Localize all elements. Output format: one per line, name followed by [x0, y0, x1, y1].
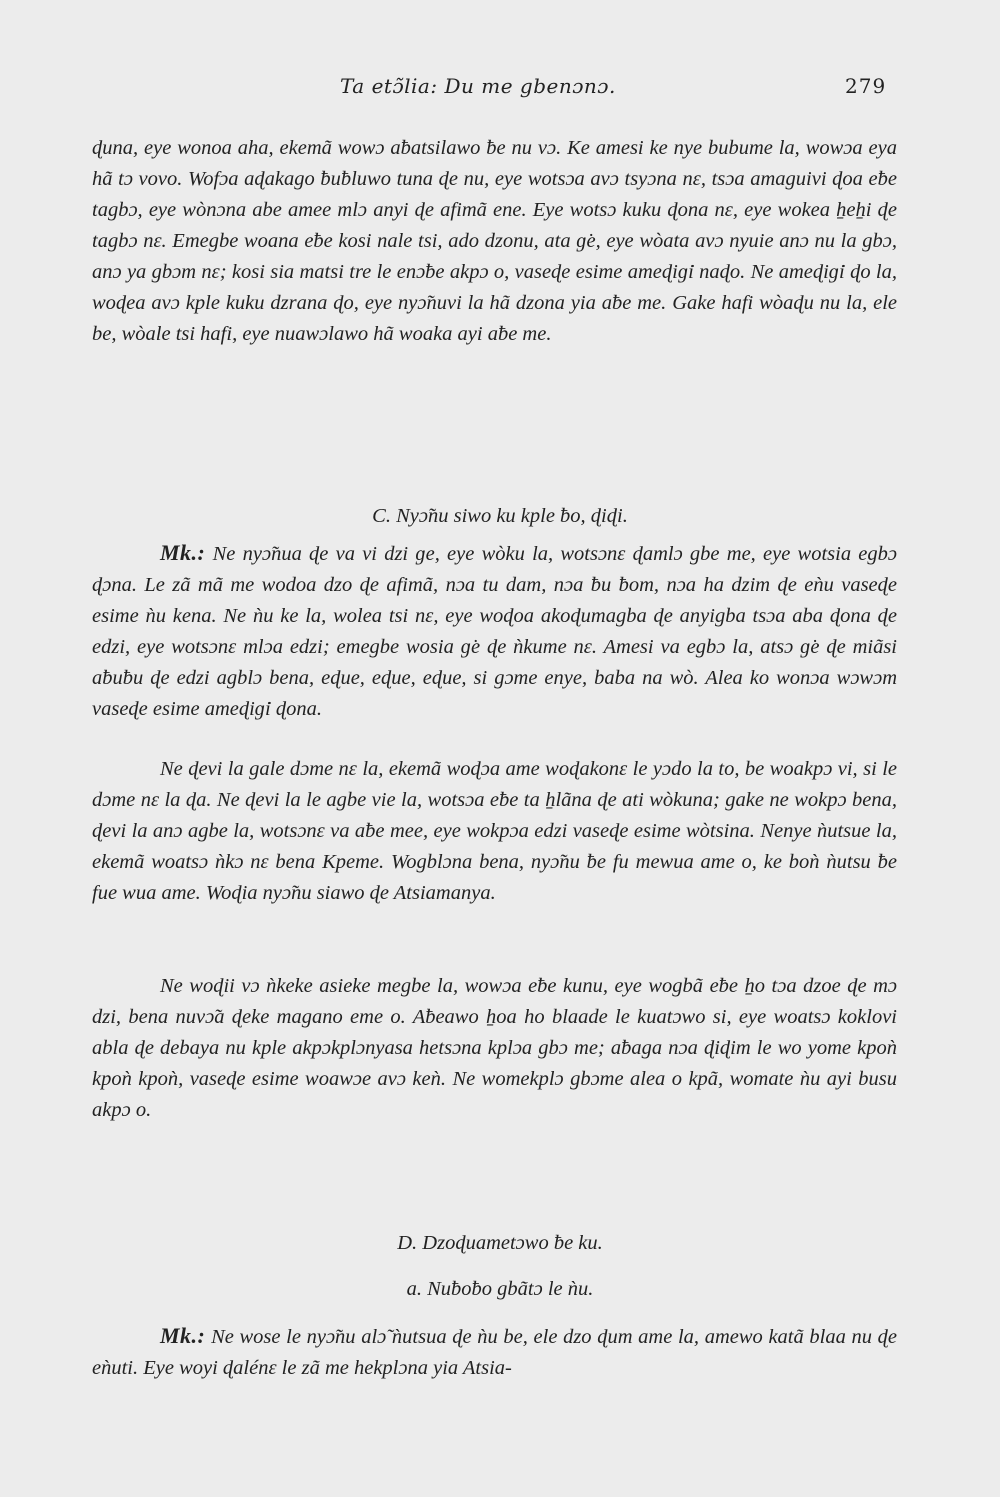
section-c-body-2 [92, 754, 897, 909]
section-b-continuation [92, 133, 897, 350]
speaker-label: Mk.: [160, 1323, 206, 1348]
running-title: Ta etɔ̃lia: Du me gbenɔnɔ. [340, 74, 616, 98]
paragraph-text: Ne nyɔ̃nua ɖe va vi dzi ɡe, eye wòku la, wotsɔnɛ ɖamlɔ gbe me, eye wotsia egbɔ ɖɔna. Le zã mã me wodoa dzo ɖe afimã, nɔa tu dam, nɔa ƀu ƀom, nɔa ha dzim ɖe eǹu vaseɖe esime ǹu kena. Ne ǹu ke la, wolea tsi nɛ, eye woɖoa akoɖumagba ɖe anyigba tsɔa aba ɖona ɖe edzi, eye wotsɔnɛ mlɔa edzi; emegbe wosia ɡ̇e ɖe ǹkume nɛ. Amesi va egbɔ la, atsɔ ɡ̇e ɖe miãsi aƀuƀu ɖe edzi agblɔ bena, eɖue, eɖue, eɖue, si gɔme enye, baba na wò. Alea ko wonɔa wɔwɔm vaseɖe esime ameɖiɡ̇i ɖona. [92, 543, 897, 720]
section-c-body-3 [92, 971, 897, 1126]
paragraph: Ne ɖevi la gale dɔme nɛ la, ekemã woɖɔa ame woɖakonɛ le yɔdo la to, be woakpɔ vi, si le dɔme nɛ la ɖa. Ne ɖevi la le agbe vie la, wotsɔa eƀe ta ẖlãna ɖe ati wòkuna; gake ne wokpɔ bena, ɖevi la anɔ agbe la, wotsɔnɛ va aƀe mee, eye wokpɔa edzi vaseɖe esime wòtsina. Nenye ǹutsue la, ekemã woatsɔ ǹkɔ nɛ bena Kpeme. Wogblɔna bena, nyɔ̃nu ƀe fu mewua ame o, ke boǹ ǹutsu ƀe fue wua ame. Woɖia nyɔ̃nu siawo ɖe Atsiamanya. [92, 758, 897, 904]
paragraph [92, 537, 897, 725]
paragraph [92, 1320, 897, 1384]
section-d-body [92, 1320, 897, 1384]
page-number: 279 [845, 74, 887, 98]
section-c-heading: C. Nyɔ̃nu siwo ku kple ƀo, ɖiɖi. [372, 505, 628, 527]
section-d-heading: D. Dzoɖuametɔwo ƀe ku. [397, 1232, 603, 1254]
paragraph-text: Ne wose le nyɔ̃nu alɔ̃ ǹutsua ɖe ǹu be, ele dzo ɖum ame la, amewo katã blaa nu ɖe eǹuti. Eye woyi ɖalénɛ le zã me hekplɔna yia Atsia- [92, 1326, 898, 1379]
section-d-subheading: a. Nuƀoƀo gbãtɔ le ǹu. [406, 1278, 594, 1300]
paragraph: Ne woɖii vɔ ǹkeke asieke megbe la, wowɔa eƀe kunu, eye wogbã eƀe ẖo tɔa dzoe ɖe mɔ dzi, bena nuvɔ̃a ɖeke magano eme o. Aƀeawo ẖoa ho blaade le kuatɔwo si, eye woatsɔ koklovi abla ɖe debaya nu kple akpɔkplɔnyasa hetsɔna kplɔa gbɔ me; aƀaga nɔa ɖiɖim le wo yome kpoǹ kpoǹ kpoǹ, vaseɖe esime woawɔe avɔ keǹ. Ne womekplɔ gbɔme alea o kpã, womate ǹu ayi busu akpɔ o. [92, 975, 897, 1121]
speaker-label: Mk.: [160, 540, 206, 565]
section-c-body [92, 537, 897, 725]
paragraph: ɖuna, eye wonoa aha, ekemã wowɔ aƀatsilawo ƀe nu vɔ. Ke amesi ke nye bubume la, wowɔa eya hã tɔ vovo. Wofɔa aɖakago ƀuƀluwo tuna ɖe nu, eye wotsɔa avɔ tsyɔna nɛ, tsɔa amaguivi ɖoa eƀe tagbɔ, eye wònɔna abe amee mlɔ anyi ɖe afimã ene. Eye wotsɔ kuku ɖona nɛ, eye wokea ẖeẖi ɖe tagbɔ nɛ. Emegbe woana eƀe kosi nale tsi, ado dzonu, ata ɡ̇e, eye wòata avɔ nyuie anɔ nu la gbɔ, anɔ ya gbɔm nɛ; kosi sia matsi tre le enɔƀe akpɔ o, vaseɖe esime ameɖiɡ̇i naɖo. Ne ameɖiɡ̇i ɖo la, woɖea avɔ kple kuku dzrana ɖo, eye nyɔ̃nuvi la hã dzona yia aƀe me. Gake hafi wòaɖu nu la, ele be, wòale tsi hafi, eye nuawɔlawo hã woaka ayi aƀe me. [92, 137, 897, 345]
